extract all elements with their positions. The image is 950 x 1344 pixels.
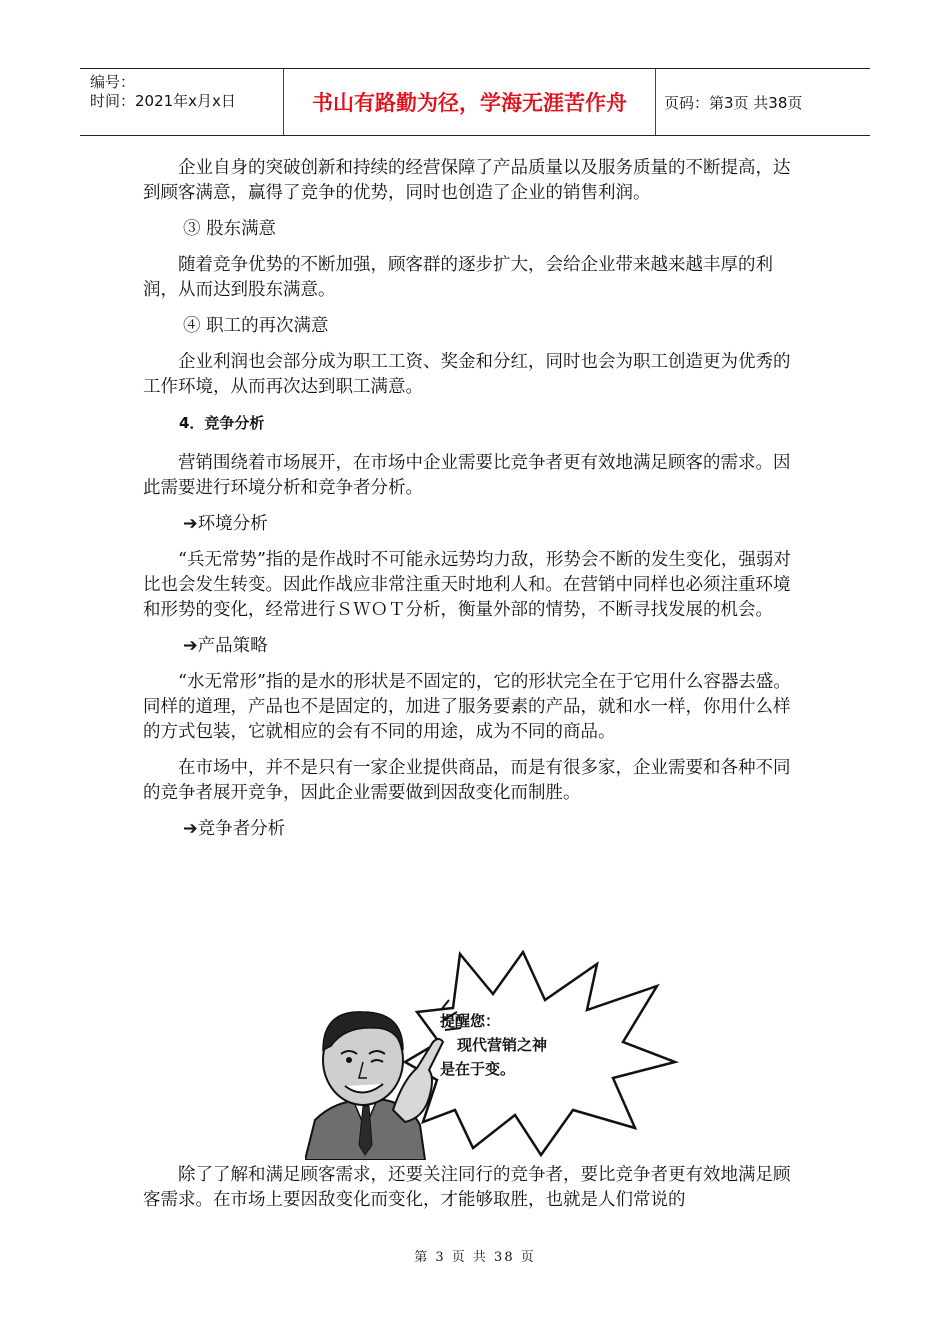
- page-header: [80, 68, 870, 136]
- document-body: [143, 156, 798, 853]
- page-footer: 第 3 页 共 38 页: [414, 1250, 536, 1265]
- heading-employee-satisfaction: ④ 职工的再次满意: [183, 316, 329, 336]
- heading-shareholder-satisfaction: ③ 股东满意: [183, 219, 277, 239]
- paragraph-3: 企业利润也会部分成为职工工资、奖金和分红，同时也会为职工创造更为优秀的工作环境，从而再次达到职工满意。: [143, 352, 791, 397]
- paragraph-8: 除了了解和满足顾客需求，还要关注同行的竞争者，要比竞争者更有效地满足顾客需求。在市场上要因敌变化而变化，才能够取胜，也就是人们常说的: [143, 1165, 791, 1210]
- paragraph-7: 在市场中，并不是只有一家企业提供商品，而是有很多家，企业需要和各种不同的竞争者展开竞争，因此企业需要做到因敌变化而制胜。: [143, 758, 791, 803]
- subheading-label: 产品策略: [197, 636, 268, 656]
- number-label: 编号：: [90, 73, 136, 91]
- paragraph-2: 随着竞争优势的不断加强，顾客群的逐步扩大，会给企业带来越来越丰厚的利润，从而达到股东满意。: [143, 255, 773, 300]
- subheading-environment: [143, 512, 798, 537]
- section-heading-competition: 4．竞争分析: [179, 414, 265, 432]
- date-label: 时间：2021年x月x日: [90, 92, 236, 110]
- document-body-continued: [143, 1163, 798, 1213]
- header-left-cell: [80, 69, 284, 135]
- arrow-icon: ➔: [183, 819, 198, 839]
- paragraph-6: “水无常形”指的是水的形状是不固定的，它的形状完全在于它用什么容器去盛。同样的道理，产品也不是固定的，加进了服务要素的产品，就和水一样，你用什么样的方式包装，它就相应的会有不同的用途，成为不同的商品。: [143, 672, 791, 742]
- bubble-line-3: 是在于变。: [440, 1060, 516, 1078]
- paragraph-5: “兵无常势”指的是作战时不可能永远势均力敌，形势会不断的发生变化，强弱对比也会发生转变。因此作战应非常注重天时地利人和。在营销中同样也必须注重环境和形势的变化，经常进行ＳＷＯＴ分析，衡量外部的情势，不断寻找发展的机会。: [143, 550, 791, 620]
- header-page-info: 页码：第3页 共38页: [664, 93, 803, 112]
- reminder-cartoon: [305, 950, 680, 1160]
- paragraph-4: 营销围绕着市场展开，在市场中企业需要比竞争者更有效地满足顾客的需求。因此需要进行环境分析和竞争者分析。: [143, 453, 791, 498]
- subheading-product-strategy: [143, 634, 798, 659]
- speech-bubble: [405, 952, 675, 1155]
- subheading-label: 竞争者分析: [197, 819, 286, 839]
- subheading-label: 环境分析: [197, 514, 268, 534]
- arrow-icon: ➔: [183, 636, 198, 656]
- paragraph-1: 企业自身的突破创新和持续的经营保障了产品质量以及服务质量的不断提高，达到顾客满意，赢得了竞争的优势，同时也创造了企业的销售利润。: [143, 158, 791, 203]
- arrow-icon: ➔: [183, 514, 198, 534]
- header-motto: 书山有路勤为径，学海无涯苦作舟: [284, 69, 656, 135]
- bubble-line-2: 现代营销之神: [457, 1036, 548, 1054]
- bubble-line-1: 提醒您：: [440, 1012, 501, 1030]
- subheading-competitor-analysis: [143, 817, 798, 842]
